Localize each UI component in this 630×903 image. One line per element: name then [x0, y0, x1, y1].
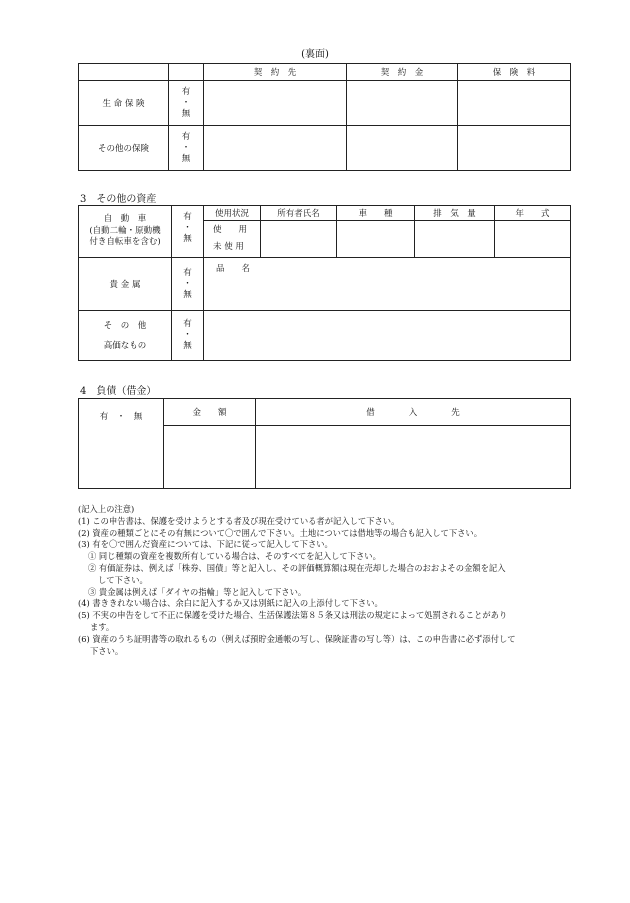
- usage-options[interactable]: [204, 221, 261, 258]
- insurance-table: [78, 63, 571, 171]
- other-insurance-label: その他の保険: [79, 126, 169, 171]
- note-item: (6) 資産のうち証明書等の取れるもの（例えば預貯金通帳の写し、保険証書の写し等）は、この申告書に必ず添付して: [78, 633, 516, 644]
- umu-choice[interactable]: 有 ・ 無: [183, 212, 192, 244]
- header-premium: 保 険 料: [458, 64, 571, 81]
- car-type-cell[interactable]: [337, 221, 415, 258]
- umu-choice[interactable]: 有 ・ 無: [183, 267, 192, 300]
- premium-cell[interactable]: [458, 81, 571, 126]
- premium-cell[interactable]: [458, 126, 571, 171]
- amount-header: 金 額: [164, 399, 256, 426]
- model-year-header: 年 式: [495, 206, 571, 221]
- owner-name-header: 所有者氏名: [261, 206, 337, 221]
- displacement-cell[interactable]: [415, 221, 495, 258]
- debt-table: [78, 398, 571, 489]
- note-item: して下さい。: [98, 574, 148, 585]
- table-row: [79, 126, 571, 171]
- contractor-cell[interactable]: [204, 126, 347, 171]
- table-row: [79, 311, 571, 361]
- amount-cell[interactable]: [164, 426, 256, 489]
- header-contract-amount: 契 約 金: [347, 64, 458, 81]
- lender-header: 借 入 先: [256, 399, 571, 426]
- displacement-header: 排 気 量: [415, 206, 495, 221]
- note-item: (2) 資産の種類ごとにその有無について〇で囲んで下さい。土地については借地等の場合も記入して下さい。: [78, 527, 483, 538]
- note-item: (1) この申告書は、保護を受けようとする者及び現在受けている者が記入して下さい。: [78, 515, 400, 526]
- note-item: 下さい。: [90, 645, 124, 656]
- contract-amount-cell[interactable]: [347, 126, 458, 171]
- note-item: (3) 有を〇で囲んだ資産については、下記に従って記入して下さい。: [78, 539, 333, 550]
- page-title: (裏面): [301, 49, 329, 60]
- note-item: ③ 貴金属は例えば「ダイヤの指輪」等と記入して下さい。: [88, 586, 307, 597]
- umu-choice[interactable]: 有 ・ 無: [183, 319, 192, 351]
- other-assets-heading: 3 その他の資産: [80, 194, 157, 205]
- usage-option-unused[interactable]: 未 使 用: [213, 242, 244, 252]
- note-item: (5) 不実の申告をして不正に保護を受けた場合、生活保護法第８５条又は刑法の規定によって処罰されることがあり: [78, 610, 508, 621]
- debt-heading: 4 負債（借金）: [80, 386, 157, 397]
- note-item: ① 同じ種類の資産を複数所有している場合は、そのすべてを記入して下さい。: [88, 551, 381, 562]
- notes-section: [78, 504, 578, 657]
- header-contractor: 契 約 先: [204, 64, 347, 81]
- item-name-cell[interactable]: [204, 258, 571, 311]
- umu-choice[interactable]: 有 ・ 無: [181, 86, 191, 119]
- note-item: (4) 書ききれない場合は、余白に記入するか又は別紙に記入の上添付して下さい。: [78, 598, 383, 609]
- model-year-cell[interactable]: [495, 221, 571, 258]
- table-row: [79, 258, 571, 311]
- car-type-header: 車 種: [337, 206, 415, 221]
- other-valuables-label: そ の 他 高価なもの: [79, 311, 172, 361]
- other-valuables-cell[interactable]: [204, 311, 571, 361]
- lender-cell[interactable]: [256, 426, 571, 489]
- umu-choice[interactable]: 有 ・ 無: [181, 131, 191, 164]
- table-row: [79, 81, 571, 126]
- header-blank: [169, 64, 204, 81]
- debt-umu-choice[interactable]: 有 ・ 無: [79, 399, 164, 489]
- life-insurance-label: 生 命 保 険: [79, 81, 169, 126]
- contract-amount-cell[interactable]: [347, 81, 458, 126]
- owner-name-cell[interactable]: [261, 221, 337, 258]
- usage-status-header: 使用状況: [204, 206, 261, 221]
- precious-metals-label: 貴 金 属: [79, 258, 172, 311]
- other-assets-table: [78, 205, 571, 361]
- note-item: ます。: [90, 621, 115, 632]
- notes-title: (記入上の注意): [78, 504, 135, 514]
- usage-option-in-use[interactable]: 使 用: [213, 225, 248, 235]
- header-blank: [79, 64, 169, 81]
- contractor-cell[interactable]: [204, 81, 347, 126]
- car-label: 自 動 車 (自動二輪・原動機 付き自転車を含む): [79, 206, 172, 258]
- item-name-label: 品 名: [216, 264, 251, 274]
- note-item: ② 有価証券は、例えば「株券、国債」等と記入し、その評価概算額は現在売却した場合のおおよその金額を記入: [88, 562, 506, 573]
